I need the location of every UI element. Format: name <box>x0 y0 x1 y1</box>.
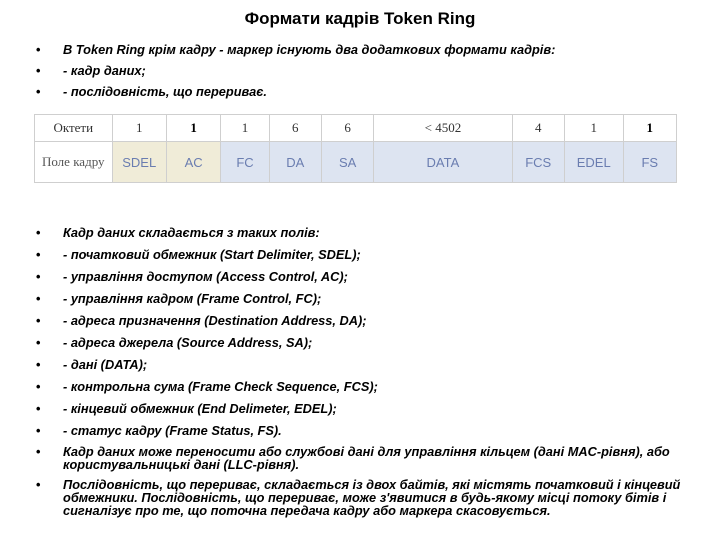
bullet-text: - адреса призначення (Destination Address, DA); <box>63 313 367 328</box>
list-item <box>36 401 686 416</box>
bullet-icon: • <box>36 477 41 492</box>
bullet-text: Кадр даних може переносити або службові дані для управління кільцем (дані MAC-рівня), або користувальницькі дані (LLC-рівня). <box>63 444 670 472</box>
list-item <box>36 63 686 78</box>
field-cell-data: DATA <box>374 142 512 183</box>
bullet-icon: • <box>36 357 41 372</box>
bullet-text: - кадр даних; <box>63 63 146 78</box>
octets-cell-fc: 1 <box>221 115 269 142</box>
list-item <box>36 84 686 99</box>
bullet-icon: • <box>36 84 41 99</box>
bullet-text: - кінцевий обмежник (End Delimeter, EDEL); <box>63 401 337 416</box>
octets-cell-sdel: 1 <box>112 115 166 142</box>
field-cell-ac: AC <box>166 142 220 183</box>
bullet-text: - управління кадром (Frame Control, FC); <box>63 291 322 306</box>
octets-cell-fcs: 4 <box>512 115 564 142</box>
bullet-text: - адреса джерела (Source Address, SA); <box>63 335 313 350</box>
octets-header-cell: Октети <box>35 115 113 142</box>
octets-cell-edel: 1 <box>564 115 623 142</box>
list-item <box>36 269 686 284</box>
bullet-icon: • <box>36 313 41 328</box>
bullet-icon: • <box>36 42 41 57</box>
bullet-icon: • <box>36 401 41 416</box>
field-cell-sa: SA <box>321 142 373 183</box>
bullet-text: - дані (DATA); <box>63 357 148 372</box>
list-item <box>36 379 686 394</box>
bullet-icon: • <box>36 291 41 306</box>
field-cell-fc: FC <box>221 142 269 183</box>
bullet-text: - статус кадру (Frame Status, FS). <box>63 423 282 438</box>
list-item <box>36 423 686 438</box>
field-cell-fs: FS <box>623 142 676 183</box>
list-item <box>36 225 686 240</box>
bullet-icon: • <box>36 225 41 240</box>
frame-format-table <box>34 114 677 183</box>
list-item <box>36 335 686 350</box>
field-cell-edel: EDEL <box>564 142 623 183</box>
list-item <box>36 478 686 517</box>
field-cell-da: DA <box>269 142 321 183</box>
fields-bullet-list <box>36 225 686 524</box>
list-item <box>36 42 686 57</box>
octets-cell-fs: 1 <box>623 115 676 142</box>
bullet-text: - послідовність, що перериває. <box>63 84 267 99</box>
slide-title: Формати кадрів Token Ring <box>244 9 476 28</box>
bullet-text: Кадр даних складається з таких полів: <box>63 225 320 240</box>
octets-cell-ac: 1 <box>166 115 220 142</box>
bullet-icon: • <box>36 444 41 459</box>
bullet-icon: • <box>36 247 41 262</box>
bullet-text: - управління доступом (Access Control, AC); <box>63 269 348 284</box>
intro-bullet-list <box>36 42 686 105</box>
bullet-icon: • <box>36 269 41 284</box>
bullet-icon: • <box>36 423 41 438</box>
list-item <box>36 291 686 306</box>
field-cell-sdel: SDEL <box>112 142 166 183</box>
octets-cell-da: 6 <box>269 115 321 142</box>
field-cell-fcs: FCS <box>512 142 564 183</box>
list-item <box>36 357 686 372</box>
table-row-fields <box>35 142 677 183</box>
bullet-text: Послідовність, що перериває, складається із двох байтів, які містять початковий і кінцевий обмежники. Послідовність, що перериває, може з'явитися в будь-якому місці потоку бітів і сигналізує про те, що поточна передача кадру або маркера скасовується. <box>63 477 681 518</box>
bullet-text: - початковий обмежник (Start Delimiter, SDEL); <box>63 247 361 262</box>
list-item <box>36 247 686 262</box>
bullet-text: В Token Ring крім кадру - маркер існують два додаткових формати кадрів: <box>63 42 556 57</box>
fields-header-cell: Поле кадру <box>35 142 113 183</box>
bullet-icon: • <box>36 379 41 394</box>
bullet-icon: • <box>36 63 41 78</box>
octets-cell-sa: 6 <box>321 115 373 142</box>
list-item <box>36 445 686 471</box>
bullet-icon: • <box>36 335 41 350</box>
list-item <box>36 313 686 328</box>
octets-cell-data: < 4502 <box>374 115 512 142</box>
bullet-text: - контрольна сума (Frame Check Sequence, FCS); <box>63 379 378 394</box>
table-row-octets <box>35 115 677 142</box>
